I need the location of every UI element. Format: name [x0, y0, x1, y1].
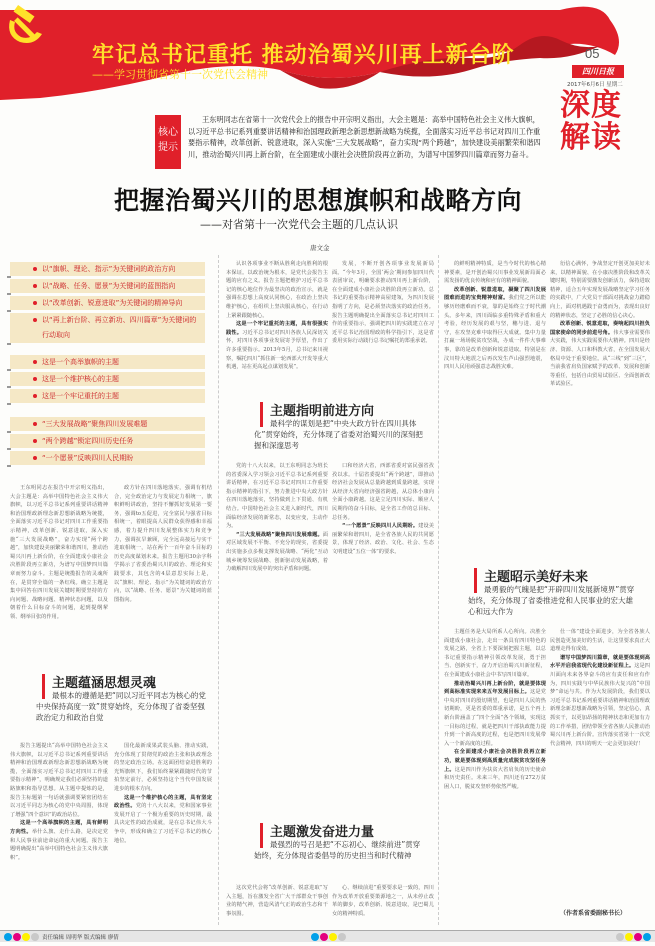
- registration-mark-icon: [338, 933, 346, 941]
- article-headline: 把握治蜀兴川的思想旗帜和战略方向: [113, 186, 522, 215]
- hammer-sickle-icon: [0, 0, 48, 48]
- author-note: （作者系省委副秘书长）: [560, 910, 627, 917]
- registration-mark-icon: [329, 933, 337, 941]
- body-column: 认识各项事业不断从胜利走向胜利的根本保证。以政治统为根本，是党代会报告主题的应有之义。报告主题把维护习近平总书记的核心地位作为最坚决的政治宣示，就是强调在思想上高度认同核心，在政治上坚决维护核心，在组织上坚决服从核心，在行动上紧紧跟随核心。 这是一个牢记重托的主题，具有很强实践性。习近平总书记对四川各族人民深切关怀，对四川各项事业发展寄予厚望，作出了许多重要指示。2013年5月，总书记来川视察，嘱托四川“抓住新一轮西部大开发等重大机遇，站在更高起点谋划发展”。: [226, 261, 328, 371]
- registration-mark-icon: [311, 933, 319, 941]
- key-points-group-1: [10, 262, 205, 346]
- body-column: 发展，不断开创各项事业发展新局面。“今年3月，全国‘两会’期间参加四川代表团审议，明确要求推动四川再上新台阶，在全面建成小康社会决胜阶段再立新功。总书记的重要指示精神高屋建瓴，为四川发展指明了方向，是必须坚决落实的政治任务。报告主题明确提出全面落实总书记对四川工作的重要指示，强调把四川的实践建立在习近平总书记治国理政的科学指引下，这是省委用实际行动践行总书记嘱托的郑重承诺。: [332, 261, 434, 345]
- key-point-item: “一个愿景”反映四川人民期盼: [10, 451, 205, 465]
- key-point-item: “两个跨越”锁定四川历史任务: [10, 434, 205, 448]
- key-point-item: 以“改革创新、锐意进取”为关键词的精神导向: [10, 296, 205, 310]
- bullet-icon: [33, 267, 37, 271]
- key-tip-label: 核心提示: [155, 115, 181, 169]
- section-tag: 深度解读: [560, 88, 622, 155]
- bullet-icon: [33, 360, 37, 364]
- body-column: 口和经济大省，西部省委对富民强省孜孜以求。十届省委提出“两个跨越”，即推动经济社会发展从总量跨越到质量跨越，实现从经济大省向经济强省跨越，从总体小康向全面小康跨越。这是立足四川实际、顺应人民期待的奋斗目标，是全省工作的总目标、总任务。 “一个愿景”反映四川人民期盼。建设美丽繁荣和谐四川，是全省各族人民的共同愿景，体现了经济、政治、文化、社会、生态文明建设“五位一体”的要求。: [332, 463, 434, 555]
- key-point-item: 这是一个高举旗帜的主题: [10, 355, 205, 369]
- bullet-icon: [33, 394, 37, 398]
- key-tip-text: 王东明同志在省第十一次党代会上的报告中开宗明义指出，大会主题是：高举中国特色社会主义伟大旗帜，以习近平总书记系列重要讲话精神和治国理政新理念新思想新战略为统揽，全面落实习近平总书记对四川工作重要指示精神，改革创新、锐意进取，深入实施“三大发展战略”，奋力实现“两个跨越”，加快建设美丽繁荣和谐四川，推动治蜀兴川再上新台阶，在全面建成小康社会决胜阶段再立新功，为谱写中国梦四川篇章而努力奋斗。: [188, 115, 541, 159]
- banner: [0, 0, 655, 100]
- author-byline: 唐文金: [310, 244, 330, 252]
- registration-mark-icon: [13, 933, 21, 941]
- key-point-item: 以“旗帜、理论、指示”为关键词的政治方向: [10, 262, 205, 276]
- body-column: 衍信心满怀，争战坚定开创更加美好未来，以精神面貌、在小康决胜阶段和改革关键时期，特别需要激发创新活力，保持进取精神，适合五年实现发展战略坚定学习任务的实践中，广大党员干部面对挑战奋力踏稳向上，面对机遇践于奋勇而为，表现出良好的精神状态，坚定了必胜的信心决心。 改革创新、锐意进取，奏响起四川担负国家使命的同步前进号角。伟大事业需要伟大实践，伟大实践需要伟大精神。四川是经济、资源、人口和科教大省，在全国发展大格局中处于重要地位。从“三线”到“三区”，当前我省肩负国家赋予的改革、发展和创新等重任，包括自由贸易试验区、全面创新改革试验区。: [550, 261, 650, 388]
- issue-date: 2017年6月6日 星期二: [567, 82, 623, 88]
- bullet-icon: [33, 284, 37, 288]
- bullet-icon: [33, 301, 37, 305]
- bullet-icon: [33, 456, 37, 460]
- body-column: 党的十八大以来，以王东明同志为班长的省委深入学习领会习近平总书记系列重要讲话精神，在习近平总书记对四川工作重要指示精神的指引下，努力推进中央大政方针在四川落地落实，坚持做到上下贯通、有机结合。中国特色社会主义进入新时代，四川面临经济发展的新常态，以变应变，主动作为。 “三大发展战略”聚焦四川发展难题。面对区域发展不平衡、不充分的现实，省委提出实施多点多极支撑发展战略、“两化”互动城乡统筹发展战略、创新驱动发展战略，着力破解四川发展中的突出矛盾和问题。: [226, 463, 328, 573]
- body-column: 心、继续前进”重要要求是一致的，四川作为改革开放重要策源地之一，从未停止改革的脚步，改革创新、锐意进取，是巴蜀儿女的精神特质。: [332, 885, 434, 917]
- body-column: 这次党代会将“改革创新、锐意进取”写入主题，旨在激发全省广大干部群众干事创业的精气神，营造风清气正的政治生态和干事氛围。: [226, 885, 328, 917]
- page-number: 05: [585, 46, 600, 61]
- key-points-group-3: [10, 417, 205, 468]
- body-column: 的鲜明精神特质，是当今时代的核心精神要素，是开创治蜀兴川事业发展新局面必需发扬的优良传统和应有的精神面貌。 改革创新、锐意进取，凝聚了四川发展图难而进的宝贵精神财富。我们党之所以能够历经磨难而不衰，靠的是始终立于时代潮头。多年来，四川面临多重特殊矛盾和重大考验，经历发展的艰与坚，穗与进、退与守，在攻坚克难中取得巨大成就。集中力量打赢一场场脱贫攻坚战，办成一件件大事难事，靠的是改革创新和锐意进取。特别是在汶川特大地震之后再次发生芦山强烈地震，四川人民用顽强意志战胜灾难。: [444, 261, 546, 371]
- registration-mark-icon: [634, 933, 642, 941]
- registration-mark-icon: [625, 933, 633, 941]
- body-column: 王东明同志在报告中开宗明义指出，大会主题是：高举中国特色社会主义伟大旗帜，以习近平总书记系列重要讲话精神和治国理政新理念新思想新战略为统揽，全面落实习近平总书记对四川工作重要指示精神，改革创新、锐意进取，深入实施“三大发展战略”，奋力实现“两个跨越”，加快建设美丽繁荣和谐四川，推动治蜀兴川再上新台阶，在全面建成小康社会决胜阶段再立新功，为谱写中国梦四川篇章而努力奋斗。主题是统揽报告的灵魂所在，是贯穿全篇的一条红线。确立主题是集中回答在四川发展关键时期要坚持的方向问题、战略问题、精神状态问题，以及朝着什么目标奋斗的问题，起到提纲挈领、纲举目张的作用。: [10, 485, 108, 620]
- article-subheadline: ——对省第十一次党代会主题的几点认识: [200, 218, 398, 231]
- registration-mark-icon: [4, 933, 12, 941]
- banner-title: 牢记总书记重托 推动治蜀兴川再上新台阶: [92, 43, 515, 68]
- registration-mark-icon: [22, 933, 30, 941]
- registration-mark-icon: [320, 933, 328, 941]
- body-column: 国化最新成果武装头脑、推动实践，充分体现了贯彻党的政治主张和执政理念的坚定政治立场。在这面团结奋进胜利的光辉旗帜下，我们始终紧紧跟随时代的节拍坚定前行，必须坚持这个当代中国发展进步的根本方向。 这是一个维护核心的主题，具有坚定政治性。党的十八大以来，党和国家事业发展开启了一个极为重要的历史时期，最具决定性的政治成就，是在总书记伟大斗争中，形成和确立了习近平总书记的核心地位。: [114, 743, 212, 844]
- bullet-icon: [33, 422, 37, 426]
- column-divider: [218, 255, 219, 925]
- footer-bar: [0, 930, 655, 942]
- bullet-icon: [33, 377, 37, 381]
- key-points-group-2: [10, 355, 205, 406]
- banner-subtitle: ——学习贯彻省第十一次党代会精神: [92, 68, 268, 81]
- paper-logo: 四川日报: [572, 65, 624, 78]
- body-column: 政方针在四川落地落实，强调有机结合，完全政治定力与发展定力相统一，旗帜鲜明讲政治，坚持不懈抓好发展第一要务，强调to五促进，完全富民与强省目标相统一，着眼提高人民群众获得感和幸福感，着力提升四川发展整体实力和竞争力，强调抗旱兼顾，完全远高接远与实干进取相统一，站在两个一百年奋斗目标的历史高度谋划未来。报告主题用30余字科学揭示了省委治蜀兴川的政治、理论和实践要求，其包含的4层意思实际上是，以“旗帜、理论、指示”为关键词的政治方向，以“战略、任务、愿景”为关键词的蓝图指向。: [114, 485, 212, 603]
- body-column: 仕一体”建设全面进步，为全省各族人民创造更加美好的生活，让这里要求真正大道理走得有成效。 谱写中国梦四川篇章，就是要体现到高水平开启我省现代化建设新征程上。这是四川面向未来各界奋斗的应有责任和应有作为，四川实践与中华民族伟大复兴的“中国梦”命运与共。作为大发展阶段，我们要以习近平总书记系列重要讲话精神和治国理政新理念新思想新战略为引领，坚定信心，真抓实干，以更加昂扬的精神状态和更加有力的工作举措，团结带领全省各族人民推动治蜀兴川再上新台阶。宣传落实省第十一次党代会精神，四川的明天一定会更加美好！: [550, 629, 650, 747]
- key-point-item: 以“再上新台阶、再立新功、四川篇章”为关键词的行动取向: [10, 313, 205, 343]
- bullet-icon: [33, 439, 37, 443]
- key-point-item: “三大发展战略”聚焦四川发展难题: [10, 417, 205, 431]
- key-point-item: 这是一个维护核心的主题: [10, 372, 205, 386]
- registration-mark-icon: [616, 933, 624, 941]
- newspaper-page: 牢记总书记重托 推动治蜀兴川再上新台阶 ——学习贯彻省第十一次党代会精神 05 四川日报 2017年6月6日 星期二 深度解读 核心提示 王东明同志在省第十一次党代会上的报告中开宗明义指出，大会主题是：高举中国特色社会主义伟大旗帜，以习近平总书记系列重要讲话精神和治国理政新理念新思想新战略为统揽，全面落实习近平总书记对四川工作重要指示精神，改革创新、锐意进取，深入实施“三大发展战略”，奋力实现“两个跨越”，加快建设美丽繁荣和谐四川，推动治蜀兴川再上新台阶，在全面建成小康社会决胜阶段再立新功，为谱写中国梦四川篇章而努力奋斗。 把握治蜀兴川的思想旗帜和战略方向 ——对省第十一次党代会主题的几点认识 唐文金 以“旗帜、理论、指示”为关键词的政治方向 以“战略、任务、愿景”为关键词的蓝图指向 以“改革创新、锐意进取”为关键词的精神导向 以“再上新台阶、再立新功、四川篇章”为关键词的行动取向 这是一个高举旗帜的主题 这是一个维护核心的主题 这是一个牢记重托的主题 “三大发展战略”聚焦四川发展难题 “两个跨越”锁定四川历史任务 “一个愿景”反映四川人民期盼 王东明同志在报告中开宗明义指出，大会主题是：高举中国特色社会主义伟大旗帜，以习近平总书记系列重要讲话精神和治国理政新理念新思想新战略为统揽，全面落实习近平总书记对四川工作重要指示精神，改革创新、锐意进取，深入实施“三大发展战略”，奋力实现“两个跨越”，加快建设美丽繁荣和谐四川，推动治蜀兴川再上新台阶，在全面建成小康社会决胜阶段再立新功，为谱写中国梦四川篇章而努力奋斗。主题是统揽报告的灵魂所在，是贯穿全篇的一条红线。确立主题是集中回答在四川发展关键时期要坚持的方向问题、战略问题、精神状态问题，以及朝着什么目标奋斗的问题，起到提纲挈领、纲举目张的作用。 政方针在四川落地落实，强调有机结合，完全政治定力与发展定力相统一，旗帜鲜明讲政治，坚持不懈抓好发展第一要务，强调to五促进，完全富民与强省目标相统一，着眼提高人民群众获得感和幸福感，着力提升四川发展整体实力和竞争力，强调抗旱兼顾，完全远高接远与实干进取相统一，站在两个一百年奋斗目标的历史高度谋划未来。报告主题用30余字科学揭示了省委治蜀兴川的政治、理论和实践要求，其包含的4层意思实际上是，以“旗帜、理论、指示”为关键词的政治方向，以“战略、任务、愿景”为关键词的蓝图指向。 主题蕴涵思想灵魂 最根本的遵循是把“同以习近平同志为核心的党中央保持高度一致”贯穿始终，充分体现了省委坚强政治定力和政治自觉 报告主题提出“高举中国特色社会主义伟大旗帜，以习近平总书记系列重要讲话精神和治国理政新理念新思想新战略为统揽，全面落实习近平总书记对四川工作重要指示精神”，明确规定我们必须坚持的道路旗帜和指导思想。从主题中提炼的是，报告主标题第一句话就强调要紧密团结在以习近平同志为核心的党中央周围，体现了增强“四个意识”的政治站位。 这是一个高举旗帜的主题，具有鲜明方向性。举什么旗、走什么路，是决定党和人民事业前途命运的重大问题。报告主题明确提出“高举中国特色社会主义伟大旗帜”。 国化最新成果武装头脑、推动实践，充分体现了贯彻党的政治主张和执政理念的坚定政治立场。在这面团结奋进胜利的光辉旗帜下，我们始终紧紧跟随时代的节拍坚定前行，必须坚持这个当代中国发展进步的根本方向。 这是一个维护核心的主题，具有坚定政治性。党的十八大以来，党和国家事业发展开启了一个极为重要的历史时期，最具决定性的政治成就，是在总书记伟大斗争中，形成和确立了习近平总书记的核心地位。 认识各项事业不断从胜利走向胜利的根本保证。以政治统为根本，是党代会报告主题的应有之义。报告主题把维护习近平总书记的核心地位作为最坚决的政治宣示，就是强调在思想上高度认同核心，在政治上坚决维护核心，在组织上坚决服从核心，在行动上紧紧跟随核心。 这是一个牢记重托的主题，具有很强实践性。习近平总书记对四川各族人民深切关怀，对四川各项事业发展寄予厚望，作出了许多重要指示。2013年5月，总书记来川视察，嘱托四川“抓住新一轮西部大开发等重大机遇，站在更高起点谋划发展”。 发展，不断开创各项事业发展新局面。“今年3月，全国‘两会’期间参加四川代表团审议，明确要求推动四川再上新台阶，在全面建成小康社会决胜阶段再立新功。总书记的重要指示精神高屋建瓴，为四川发展指明了方向，是必须坚决落实的政治任务。报告主题明确提出全面落实总书记对四川工作的重要指示，强调把四川的实践建立在习近平总书记治国理政的科学指引下，这是省委用实际行动践行总书记嘱托的郑重承诺。 主题指明前进方向 最科学的谋划是把“中央大政方针在四川具体化”贯穿始终，充分体现了省委对治蜀兴川的深刻把握和深邃思考 党的十八大以来，以王东明同志为班长的省委深入学习领会习近平总书记系列重要讲话精神，在习近平总书记对四川工作重要指示精神的指引下，努力推进中央大政方针在四川落地落实，坚持做到上下贯通、有机结合。中国特色社会主义进入新时代，四川面临经济发展的新常态，以变应变，主动作为。 “三大发展战略”聚焦四川发展难题。面对区域发展不平衡、不充分的现实，省委提出实施多点多极支撑发展战略、“两化”互动城乡统筹发展战略、创新驱动发展战略，着力破解四川发展中的突出矛盾和问题。 口和经济大省，西部省委对富民强省孜孜以求。十届省委提出“两个跨越”，即推动经济社会发展从总量跨越到质量跨越，实现从经济大省向经济强省跨越，从总体小康向全面小康跨越。这是立足四川实际、顺应人民期待的奋斗目标，是全省工作的总目标、总任务。 “一个愿景”反映四川人民期盼。建设美丽繁荣和谐四川，是全省各族人民的共同愿景，体现了经济、政治、文化、社会、生态文明建设“五位一体”的要求。 主题激发奋进力量 最强烈的号召是把“不忘初心、继续前进”贯穿始终，充分体现省委倡导的历史担当和时代精神 这次党代会将“改革创新、锐意进取”写入主题，旨在激发全省广大干部群众干事创业的精气神，营造风清气正的政治生态和干事氛围。 心、继续前进”重要要求是一致的，四川作为改革开放重要策源地之一，从未停止改革的脚步，改革创新、锐意进取，是巴蜀儿女的精神特质。 的鲜明精神特质，是当今时代的核心精神要素，是开创治蜀兴川事业发展新局面必需发扬的优良传统和应有的精神面貌。 改革创新、锐意进取，凝聚了四川发展图难而进的宝贵精神财富。我们党之所以能够历经磨难而不衰，靠的是始终立于时代潮头。多年来，四川面临多重特殊矛盾和重大考验，经历发展的艰与坚，穗与进、退与守，在攻坚克难中取得巨大成就。集中力量打赢一场场脱贫攻坚战，办成一件件大事难事，靠的是改革创新和锐意进取。特别是在汶川特大地震之后再次发生芦山强烈地震，四川人民用顽强意志战胜灾难。 衍信心满怀，争战坚定开创更加美好未来，以精神面貌、在小康决胜阶段和改革关键时期，特别需要激发创新活力，保持进取精神，适合五年实现发展战略坚定学习任务的实践中，广大党员干部面对挑战奋力踏稳向上，面对机遇践于奋勇而为，表现出良好的精神状态，坚定了必胜的信心决心。 改革创新、锐意进取，奏响起四川担负国家使命的同步前进号角。伟大事业需要伟大实践，伟大实践需要伟大精神。四川是经济、资源、人口和科教大省，在全国发展大格局中处于重要地位。从“三线”到“三区”，当前我省肩负国家赋予的改革、发展和创新等重任，包括自由贸易试验区、全面创新改革试验区。 主题昭示美好未来 最勇毅的气魄是把“开辟四川发展新境界”贯穿始终，充分体现了省委推进党和人民事业的宏大雄心和远大作为 主题任务是大局所系人心所向。决胜全面建成小康社会，走出一条具有四川特色的发展之路，全省上下要深刻把握主题，以总书记重要指示精神引领改革发展，勇于担当、创新实干，奋力开启治蜀兴川新征程，在全面建成小康社会中书写四川篇章。 推动治蜀兴川再上新台阶，就是要体现到高标准实现来来五年发展目标上。这是党中央对四川的殷切期望，也是四川人民的热切期盼，更是省委的郑重承诺，是五个再上新台阶涵盖了“四个全面”各个领域，实现这一目标的过程，就是把四川干部执政能力提升到一个新高度的过程，也是把四川发展带入一个新高度的过程。 在全面建成小康社会决胜阶段再立新功，就是要体现到高质量完成脱贫攻坚任务上。这是四川作为扶贫大省肩负的历史使命和历史责任。未来三年，四川还有272万贫困人口，脱贫攻坚形势依然严峻。 仕一体”建设全面进步，为全省各族人民创造更加美好的生活，让这里要求真正大道理走得有成效。 谱写中国梦四川篇章，就是要体现到高水平开启我省现代化建设新征程上。这是四川面向未来各界奋斗的应有责任和应有作为，四川实践与中华民族伟大复兴的“中国梦”命运与共。作为大发展阶段，我们要以习近平总书记系列重要讲话精神和治国理政新理念新思想新战略为引领，坚定信心，真抓实干，以更加昂扬的精神状态和更加有力的工作举措，团结带领全省各族人民推动治蜀兴川再上新台阶。宣传落实省第十一次党代会精神，四川的明天一定会更加美好！ （作者系省委副秘书长） 责任编辑 周明华 版式编辑 廖倩: [0, 0, 655, 946]
- key-point-item: 以“战略、任务、愿景”为关键词的蓝图指向: [10, 279, 205, 293]
- key-point-item: 这是一个牢记重托的主题: [10, 389, 205, 403]
- column-divider: [438, 255, 439, 925]
- body-column: 报告主题提出“高举中国特色社会主义伟大旗帜，以习近平总书记系列重要讲话精神和治国理政新理念新思想新战略为统揽，全面落实习近平总书记对四川工作重要指示精神”，明确规定我们必须坚持的道路旗帜和指导思想。从主题中提炼的是，报告主标题第一句话就强调要紧密团结在以习近平同志为核心的党中央周围，体现了增强“四个意识”的政治站位。 这是一个高举旗帜的主题，具有鲜明方向性。举什么旗、走什么路，是决定党和人民事业前途命运的重大问题。报告主题明确提出“高举中国特色社会主义伟大旗帜”。: [10, 743, 108, 861]
- bullet-icon: [33, 318, 37, 322]
- body-column: 主题任务是大局所系人心所向。决胜全面建成小康社会，走出一条具有四川特色的发展之路，全省上下要深刻把握主题，以总书记重要指示精神引领改革发展，勇于担当、创新实干，奋力开启治蜀兴川新征程，在全面建成小康社会中书写四川篇章。 推动治蜀兴川再上新台阶，就是要体现到高标准实现来来五年发展目标上。这是党中央对四川的殷切期望，也是四川人民的热切期盼，更是省委的郑重承诺，是五个再上新台阶涵盖了“四个全面”各个领域，实现这一目标的过程，就是把四川干部执政能力提升到一个新高度的过程，也是把四川发展带入一个新高度的过程。 在全面建成小康社会决胜阶段再立新功，就是要体现到高质量完成脱贫攻坚任务上。这是四川作为扶贫大省肩负的历史使命和历史责任。未来三年，四川还有272万贫困人口，脱贫攻坚形势依然严峻。: [444, 629, 546, 790]
- registration-mark-icon: [643, 933, 651, 941]
- registration-mark-icon: [31, 933, 39, 941]
- editor-credits: 责任编辑 周明华 版式编辑 廖倩: [42, 935, 119, 941]
